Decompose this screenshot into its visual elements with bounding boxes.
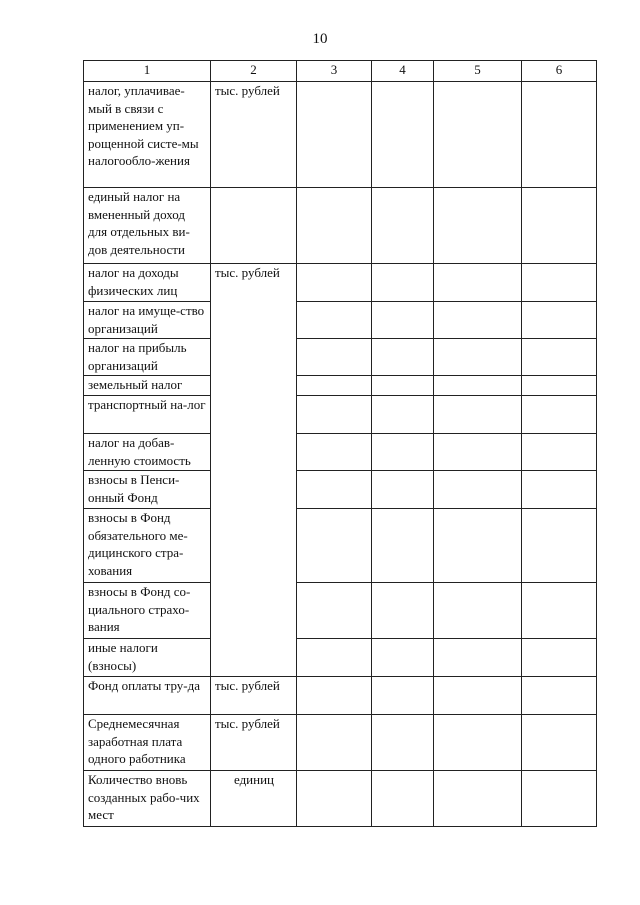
data-cell [372,583,434,639]
table-row [84,396,597,434]
data-cell [297,264,372,302]
data-cell [434,339,522,376]
row-label: иные налоги (взносы) [84,639,211,677]
row-unit: тыс. рублей [211,715,297,771]
data-cell [372,396,434,434]
data-cell [297,771,372,827]
row-label: налог, уплачивае-мый в связи с применением уп-рощенной систе-мы налогообло-жения [84,82,211,188]
row-label: налог на прибыль организаций [84,339,211,376]
row-label: земельный налог [84,376,211,396]
data-cell [434,471,522,509]
row-unit [211,188,297,264]
data-cell [522,639,597,677]
data-cell [522,396,597,434]
data-cell [434,771,522,827]
data-cell [522,376,597,396]
row-label: взносы в Фонд со-циального страхо-вания [84,583,211,639]
row-label: взносы в Фонд обязательного ме-дицинского стра-хования [84,509,211,583]
row-label: взносы в Пенси-онный Фонд [84,471,211,509]
data-cell [372,715,434,771]
data-cell [297,188,372,264]
row-label: Фонд оплаты тру-да [84,677,211,715]
column-header-3: 3 [297,61,372,82]
data-cell [297,339,372,376]
table-row [84,339,597,376]
row-label: Количество вновь созданных рабо-чих мест [84,771,211,827]
data-cell [434,715,522,771]
data-cell [522,302,597,339]
row-label: налог на имуще-ство организаций [84,302,211,339]
data-cell [434,376,522,396]
data-cell [297,396,372,434]
data-cell [372,639,434,677]
column-header-1: 1 [84,61,211,82]
table-row [84,509,597,583]
column-header-6: 6 [522,61,597,82]
data-cell [297,302,372,339]
data-cell [522,339,597,376]
table-row [84,471,597,509]
row-label: налог на добав-ленную стоимость [84,434,211,471]
row-label: единый налог на вмененный доход для отдельных ви-дов деятельности [84,188,211,264]
data-cell [434,434,522,471]
data-cell [297,715,372,771]
data-cell [522,677,597,715]
row-unit: тыс. рублей [211,677,297,715]
column-header-5: 5 [434,61,522,82]
data-cell [297,376,372,396]
data-cell [522,264,597,302]
data-cell [297,82,372,188]
row-label: Среднемесячная заработная плата одного работника [84,715,211,771]
table-row [84,715,597,771]
data-cell [522,715,597,771]
data-cell [372,376,434,396]
row-label: налог на доходы физических лиц [84,264,211,302]
table-row [84,188,597,264]
table-row [84,677,597,715]
column-header-2: 2 [211,61,297,82]
data-cell [434,677,522,715]
table-row [84,376,597,396]
data-cell [522,509,597,583]
data-cell [297,677,372,715]
table-row [84,434,597,471]
data-cell [434,188,522,264]
data-cell [434,82,522,188]
row-unit: тыс. рублей [211,82,297,188]
data-cell [372,188,434,264]
header-row [84,61,597,82]
data-cell [372,302,434,339]
data-cell [297,471,372,509]
data-cell [522,434,597,471]
data-cell [434,264,522,302]
data-cell [522,82,597,188]
data-cell [372,771,434,827]
table-row [84,264,597,302]
page-number: 10 [312,31,328,47]
data-cell [372,264,434,302]
data-cell [372,509,434,583]
data-cell [434,509,522,583]
table-row [84,771,597,827]
data-cell [522,471,597,509]
table-row [84,583,597,639]
indicator-table [83,60,597,827]
data-cell [297,434,372,471]
data-cell [372,82,434,188]
row-label: транспортный на-лог [84,396,211,434]
data-cell [434,639,522,677]
data-cell [522,583,597,639]
table-row [84,82,597,188]
row-unit-merged: тыс. рублей [211,264,297,677]
data-cell [522,188,597,264]
data-cell [522,771,597,827]
data-cell [297,583,372,639]
data-cell [372,339,434,376]
data-cell [434,302,522,339]
data-cell [372,434,434,471]
data-cell [372,677,434,715]
data-cell [434,396,522,434]
table-row [84,639,597,677]
data-cell [297,639,372,677]
table-row [84,302,597,339]
data-cell [434,583,522,639]
data-cell [297,509,372,583]
column-header-4: 4 [372,61,434,82]
row-unit: единиц [211,771,297,827]
data-cell [372,471,434,509]
